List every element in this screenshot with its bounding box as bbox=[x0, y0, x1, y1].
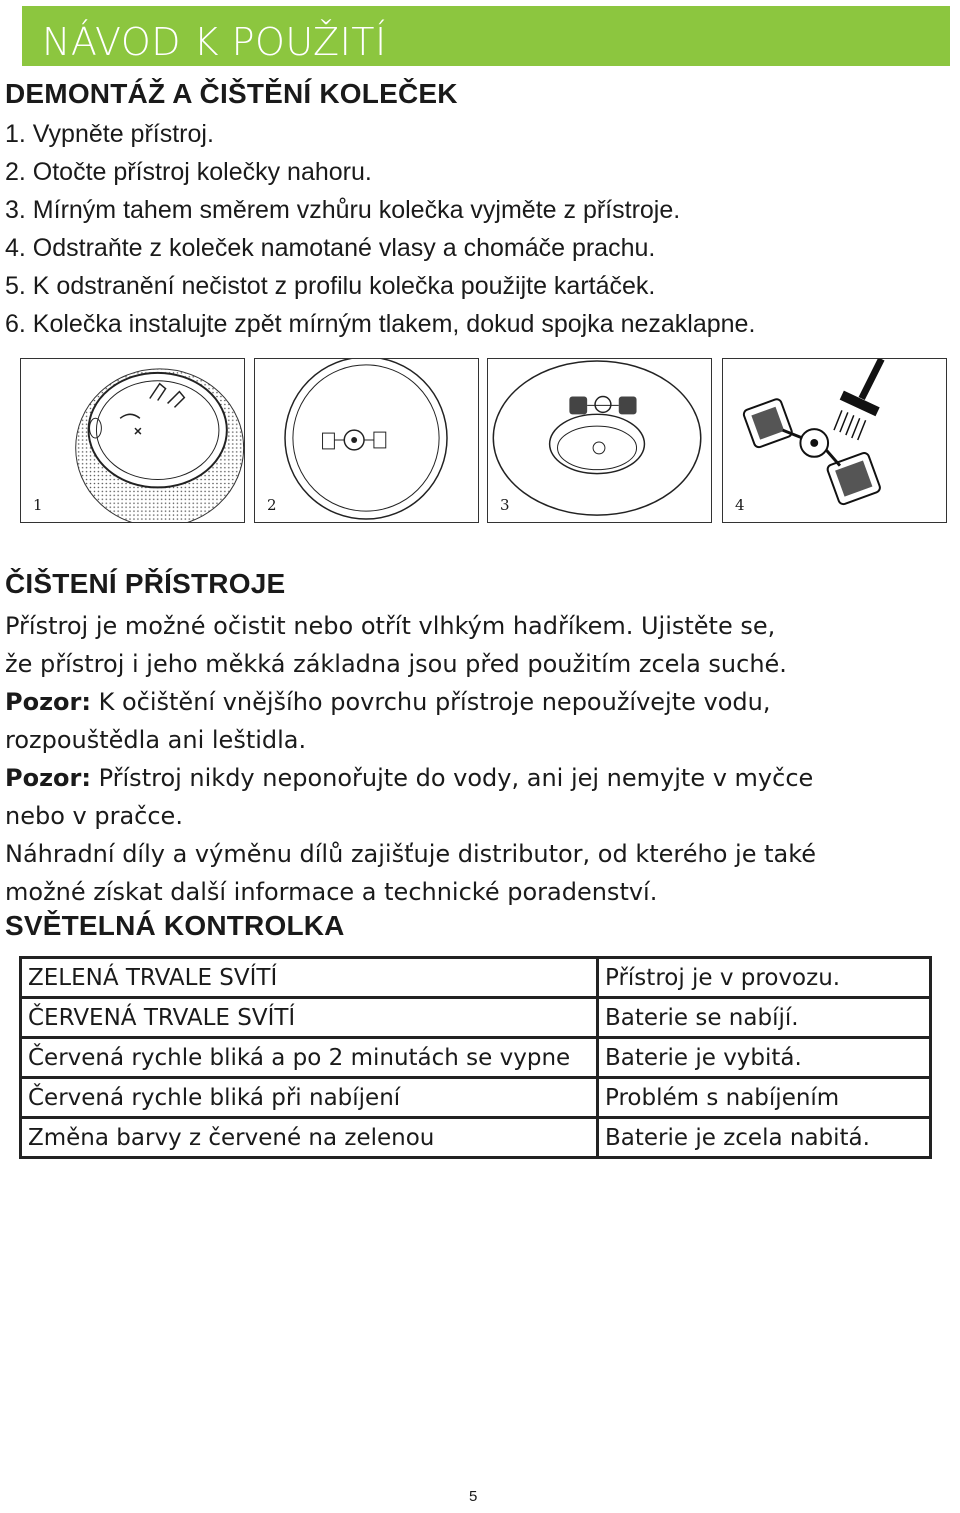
page-number: 5 bbox=[469, 1488, 478, 1505]
figure-number: 3 bbox=[500, 496, 510, 514]
wheel-brush-illustration bbox=[723, 359, 946, 522]
warning-2-cont: nebo v pračce. bbox=[5, 802, 183, 830]
light-meaning: Baterie je zcela nabitá. bbox=[598, 1118, 931, 1158]
warning-text: K očištění vnějšího povrchu přístroje nepoužívejte vodu, bbox=[90, 688, 771, 716]
table-row bbox=[21, 1118, 931, 1158]
light-state: Červená rychle bliká a po 2 minutách se vypne bbox=[21, 1038, 598, 1078]
table-row bbox=[21, 1038, 931, 1078]
cleaning-text-line: že přístroj i jeho měkká základna jsou před použitím zcela suché. bbox=[5, 650, 787, 678]
table-row bbox=[21, 958, 931, 998]
figure-3 bbox=[487, 358, 712, 523]
table-row bbox=[21, 1078, 931, 1118]
cleaning-text-line: Přístroj je možné očistit nebo otřít vlhkým hadříkem. Ujistěte se, bbox=[5, 612, 776, 640]
robot-top-illustration bbox=[21, 359, 244, 522]
wheel-removal-illustration bbox=[488, 359, 711, 522]
light-meaning: Baterie se nabíjí. bbox=[598, 998, 931, 1038]
light-state: Změna barvy z červené na zelenou bbox=[21, 1118, 598, 1158]
warning-label: Pozor: bbox=[5, 688, 91, 716]
spare-parts-text: možné získat další informace a technické poradenství. bbox=[5, 878, 658, 906]
warning-text: Přístroj nikdy neponořujte do vody, ani jej nemyjte v myčce bbox=[90, 764, 814, 792]
step-3: 3. Mírným tahem směrem vzhůru kolečka vyjměte z přístroje. bbox=[5, 196, 681, 224]
step-2: 2. Otočte přístroj kolečky nahoru. bbox=[5, 158, 372, 186]
title-banner bbox=[22, 6, 950, 66]
figure-number: 4 bbox=[735, 496, 745, 514]
step-4: 4. Odstraňte z koleček namotané vlasy a chomáče prachu. bbox=[5, 234, 656, 262]
table-row bbox=[21, 998, 931, 1038]
section-heading-light: SVĚTELNÁ KONTROLKA bbox=[5, 910, 345, 941]
light-state: ZELENÁ TRVALE SVÍTÍ bbox=[21, 958, 598, 998]
light-meaning: Baterie je vybitá. bbox=[598, 1038, 931, 1078]
warning-1-cont: rozpouštědla ani leštidla. bbox=[5, 726, 307, 754]
warning-2 bbox=[5, 759, 813, 797]
step-1: 1. Vypněte přístroj. bbox=[5, 120, 214, 148]
figure-1 bbox=[20, 358, 245, 523]
spare-parts-text: Náhradní díly a výměnu dílů zajišťuje distributor, od kterého je také bbox=[5, 840, 817, 868]
light-meaning: Problém s nabíjením bbox=[598, 1078, 931, 1118]
figure-4 bbox=[722, 358, 947, 523]
warning-label: Pozor: bbox=[5, 764, 91, 792]
indicator-light-table bbox=[19, 956, 932, 1159]
figure-number: 1 bbox=[33, 496, 43, 514]
light-meaning: Přístroj je v provozu. bbox=[598, 958, 931, 998]
figure-number: 2 bbox=[267, 496, 277, 514]
section-heading-cleaning: ČIŠTENÍ PŘÍSTROJE bbox=[5, 568, 286, 599]
warning-1 bbox=[5, 683, 771, 721]
robot-bottom-illustration bbox=[255, 359, 478, 522]
figure-2 bbox=[254, 358, 479, 523]
step-6: 6. Kolečka instalujte zpět mírným tlakem, dokud spojka nezaklapne. bbox=[5, 310, 756, 338]
page-title: NÁVOD K POUŽITÍ bbox=[42, 20, 387, 64]
light-state: Červená rychle bliká při nabíjení bbox=[21, 1078, 598, 1118]
light-state: ČERVENÁ TRVALE SVÍTÍ bbox=[21, 998, 598, 1038]
step-5: 5. K odstranění nečistot z profilu kolečka použijte kartáček. bbox=[5, 272, 656, 300]
section-heading-wheels: DEMONTÁŽ A ČIŠTĚNÍ KOLEČEK bbox=[5, 78, 458, 109]
